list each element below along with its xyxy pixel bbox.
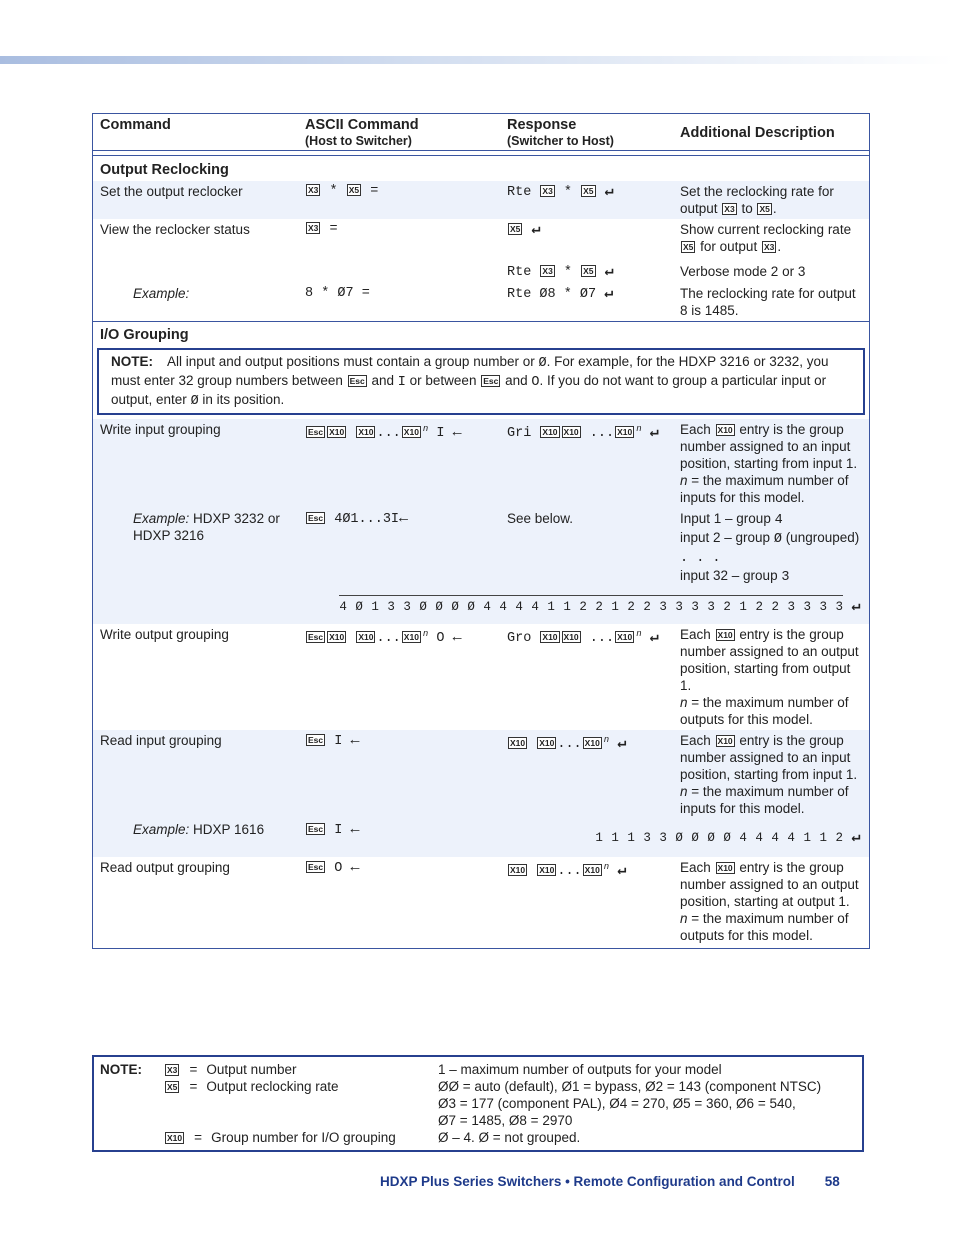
section-title: Output Reclocking <box>100 162 229 178</box>
left-arrow-icon: ← <box>350 859 360 876</box>
page-number: 58 <box>824 1174 840 1189</box>
text: ØØ = auto (default), Ø1 = bypass, Ø2 = 143 (component NTSC) <box>438 1079 822 1094</box>
command-name: Set the output reclocker <box>93 181 299 219</box>
section-output-reclocking <box>93 160 870 181</box>
text: Gro <box>507 631 540 646</box>
x3-key: X3 <box>542 266 553 276</box>
esc-key: Esc <box>308 632 324 642</box>
text: ... <box>376 631 401 646</box>
text: O <box>531 375 540 390</box>
description <box>673 219 870 257</box>
text: . If you do not want to group a particular input or output, enter <box>111 373 827 407</box>
text: 4 Ø 1 3 3 Ø Ø Ø Ø 4 4 4 4 1 1 2 2 1 2 2 3 3 3 3 2 1 2 2 3 3 3 3 <box>339 595 843 614</box>
return-icon: ↵ <box>851 598 861 615</box>
col-ascii-subheader: (Host to Switcher) <box>305 134 412 148</box>
table-row <box>93 181 870 219</box>
text: n <box>422 629 429 639</box>
col-response-header: Response <box>507 117 577 133</box>
text: input 2 – group <box>680 530 774 545</box>
io-note-box <box>97 348 865 415</box>
text: Ø <box>538 356 547 371</box>
text: Output number <box>206 1062 297 1077</box>
x5-key: X5 <box>348 185 360 195</box>
text: entry is the group number assigned to an output position, starting at output 1. <box>680 860 859 909</box>
text: n <box>680 473 688 488</box>
text: O <box>326 861 351 876</box>
text: Ø3 = 177 (component PAL), Ø4 = 270, Ø5 = 360, Ø6 = 540, <box>438 1096 796 1111</box>
top-gradient-bar <box>0 56 954 64</box>
x10-key: X10 <box>717 630 733 640</box>
text: = the maximum number of inputs for this model. <box>680 784 849 816</box>
x5-key: X5 <box>759 204 770 214</box>
text: entry is the group number assigned to an input position, starting from input 1. <box>680 422 858 471</box>
x3-key: X3 <box>724 204 735 214</box>
return-icon: ↵ <box>617 862 627 879</box>
variables-note-box <box>92 1055 864 1152</box>
command-table <box>92 113 870 949</box>
text: . For example, for the HDXP 3216 or 3232, you must enter 32 group numbers between <box>111 354 829 388</box>
text: 4Ø1...3I <box>326 512 400 527</box>
text: Show current reclocking rate <box>680 222 852 237</box>
x10-key: X10 <box>617 632 633 642</box>
col-response-subheader: (Switcher to Host) <box>507 134 614 148</box>
left-arrow-icon: ← <box>452 629 462 646</box>
section-title: I/O Grouping <box>93 322 870 347</box>
command-name: Read output grouping <box>100 860 230 875</box>
x5-key: X5 <box>583 186 594 196</box>
x10-key: X10 <box>358 632 374 642</box>
ascii-command <box>298 624 500 730</box>
text: and <box>501 373 532 388</box>
ascii-command <box>298 857 500 949</box>
text: = <box>194 1130 203 1145</box>
table-row <box>93 588 870 624</box>
x10-key: X10 <box>717 863 733 873</box>
esc-key: Esc <box>308 427 324 437</box>
x10-key: X10 <box>329 632 345 642</box>
return-icon: ↵ <box>531 221 541 238</box>
x10-key: X10 <box>542 427 558 437</box>
command-name: Write input grouping <box>93 419 299 508</box>
col-command-header: Command <box>100 117 171 133</box>
text: = the maximum number of outputs for this model. <box>680 911 849 943</box>
text: Ø <box>190 394 199 409</box>
text: ... <box>557 737 582 752</box>
example-label <box>93 283 299 322</box>
text: All input and output positions must contain a group number or <box>167 354 539 369</box>
text: n <box>603 735 610 745</box>
example-ascii: 8 * Ø7 = <box>305 286 370 301</box>
text: to <box>737 201 757 216</box>
text: n <box>603 862 610 872</box>
table-row <box>93 419 870 508</box>
ascii-command <box>298 219 500 257</box>
text: . <box>777 239 782 254</box>
text: HDXP 1616 <box>189 822 265 837</box>
page-footer <box>380 1174 840 1189</box>
x3-key: X3 <box>763 242 775 252</box>
text: 1 – maximum number of outputs for your model <box>438 1062 722 1077</box>
x10-key: X10 <box>510 865 526 875</box>
response <box>500 181 673 219</box>
text: input 32 – group <box>680 568 782 583</box>
text: = <box>321 222 338 237</box>
verbose-description: Verbose mode 2 or 3 <box>680 264 806 279</box>
text: Each <box>680 627 715 642</box>
x10-key: X10 <box>167 1133 183 1143</box>
return-icon: ↵ <box>604 183 614 200</box>
text: * <box>555 265 581 280</box>
return-icon: ↵ <box>851 829 861 846</box>
text: entry is the group number assigned to an input position, starting from input 1. <box>680 733 858 782</box>
left-arrow-icon: ← <box>452 424 462 441</box>
text: Set the reclocking rate for output <box>680 184 834 216</box>
col-ascii-header: ASCII Command <box>305 117 419 133</box>
text: . . . <box>680 551 721 566</box>
text: n <box>636 424 642 434</box>
text: 4 <box>774 513 783 528</box>
command-name: Write output grouping <box>100 627 229 642</box>
text: I <box>326 734 351 749</box>
left-arrow-icon: ← <box>399 510 409 527</box>
text: I <box>397 375 406 390</box>
text: Input 1 – group <box>680 511 775 526</box>
esc-key: Esc <box>308 862 324 872</box>
x5-key: X5 <box>583 266 594 276</box>
note-row-x10 <box>164 1129 396 1146</box>
example-description: The reclocking rate for output 8 is 1485. <box>680 286 856 318</box>
text: Rte Ø8 * Ø7 <box>507 287 597 302</box>
x10-key: X10 <box>542 632 558 642</box>
note-row-x5 <box>164 1078 338 1095</box>
x10-key: X10 <box>584 738 600 748</box>
footer-title: HDXP Plus Series Switchers • Remote Configuration and Control <box>380 1174 795 1189</box>
text: n <box>680 911 688 926</box>
text: Output reclocking rate <box>206 1079 339 1094</box>
esc-key: Esc <box>483 376 499 386</box>
command-name: View the reclocker status <box>100 222 250 237</box>
text: ... <box>589 631 615 646</box>
table-row <box>93 730 870 819</box>
x10-key: X10 <box>563 427 579 437</box>
x10-key: X10 <box>617 427 633 437</box>
x10-key: X10 <box>539 865 555 875</box>
text: * <box>555 185 581 200</box>
response <box>500 730 673 819</box>
x10-key: X10 <box>563 632 579 642</box>
text: or between <box>405 373 481 388</box>
text: Group number for I/O grouping <box>211 1130 396 1145</box>
text: = the maximum number of outputs for this model. <box>680 695 849 727</box>
response <box>500 219 673 257</box>
x10-key: X10 <box>358 427 374 437</box>
table-row <box>93 257 870 283</box>
description <box>673 181 870 219</box>
text: = <box>362 184 379 199</box>
table-row <box>93 857 870 949</box>
example-label <box>93 819 299 857</box>
x10-key: X10 <box>403 632 419 642</box>
text: HDXP 3232 or HDXP 3216 <box>133 511 280 543</box>
x10-key: X10 <box>717 736 733 746</box>
text: Each <box>680 422 715 437</box>
text: Each <box>680 733 715 748</box>
verbose-response <box>500 257 673 283</box>
esc-key: Esc <box>308 513 324 523</box>
x3-key: X3 <box>167 1065 178 1075</box>
text: Ø – 4. Ø = not grouped. <box>438 1130 581 1145</box>
note-label: NOTE: <box>111 354 153 369</box>
text: 3 <box>781 570 790 585</box>
x5-key: X5 <box>167 1082 178 1092</box>
group-digits-16 <box>500 819 870 857</box>
x3-key: X3 <box>308 185 319 195</box>
text: Example: <box>133 286 190 301</box>
x10-key: X10 <box>510 738 526 748</box>
text: ... <box>589 426 615 441</box>
left-arrow-icon: ← <box>350 821 360 838</box>
x10-key: X10 <box>717 425 733 435</box>
return-icon: ↵ <box>604 263 614 280</box>
ascii-command <box>298 730 500 819</box>
example-ascii <box>298 819 500 857</box>
text: ... <box>376 426 401 441</box>
text: n <box>680 784 688 799</box>
return-icon: ↵ <box>649 629 659 646</box>
text: ... <box>557 864 582 879</box>
text: * <box>321 184 346 199</box>
table-row <box>93 283 870 322</box>
note-row-x3 <box>164 1061 296 1078</box>
return-icon: ↵ <box>604 285 614 302</box>
esc-key: Esc <box>349 376 365 386</box>
text: in its position. <box>198 392 285 407</box>
group-digits-32 <box>93 588 870 624</box>
text: = the maximum number of inputs for this model. <box>680 473 849 505</box>
text: Example: <box>133 822 190 837</box>
text: Each <box>680 860 715 875</box>
description <box>673 419 870 508</box>
text: 1 1 1 3 3 Ø Ø Ø Ø 4 4 4 4 1 1 2 <box>595 831 844 845</box>
x10-key: X10 <box>403 427 419 437</box>
table-row <box>93 219 870 257</box>
return-icon: ↵ <box>649 424 659 441</box>
x10-key: X10 <box>539 738 555 748</box>
text: n <box>680 695 688 710</box>
example-response <box>500 283 673 322</box>
x3-key: X3 <box>308 223 319 233</box>
text: Gri <box>507 426 540 441</box>
x10-key: X10 <box>329 427 345 437</box>
left-arrow-icon: ← <box>350 732 360 749</box>
table-row <box>93 624 870 730</box>
text: (ungrouped) <box>781 530 860 545</box>
esc-key: Esc <box>308 735 324 745</box>
response <box>500 857 673 949</box>
text: . <box>772 201 777 216</box>
text: I <box>428 426 453 441</box>
text: I <box>326 823 351 838</box>
section-io-grouping <box>93 322 870 347</box>
ascii-command <box>298 181 500 219</box>
text: entry is the group number assigned to an output position, starting from output 1. <box>680 627 859 693</box>
text: Ø <box>773 532 782 547</box>
example-ascii <box>298 508 500 588</box>
note-row <box>93 346 870 419</box>
table-row <box>93 508 870 588</box>
x3-key: X3 <box>542 186 553 196</box>
note-values <box>438 1061 848 1146</box>
description <box>673 730 870 819</box>
text: Rte <box>507 185 540 200</box>
esc-key: Esc <box>308 824 324 834</box>
x5-key: X5 <box>510 224 521 234</box>
text: Example: <box>133 511 190 526</box>
return-icon: ↵ <box>617 735 627 752</box>
example-response: See below. <box>500 508 673 588</box>
text: for output <box>696 239 761 254</box>
response <box>500 624 673 730</box>
text: and <box>367 373 398 388</box>
text: O <box>428 631 453 646</box>
text: = <box>189 1079 198 1094</box>
example-label <box>93 508 299 588</box>
x10-key: X10 <box>584 865 600 875</box>
description <box>673 857 870 949</box>
ascii-command <box>298 419 500 508</box>
note-label: NOTE: <box>100 1062 142 1077</box>
text: Ø7 = 1485, Ø8 = 2970 <box>438 1113 573 1128</box>
x5-key: X5 <box>683 242 694 252</box>
text: = <box>189 1062 198 1077</box>
text: Rte <box>507 265 540 280</box>
response <box>500 419 673 508</box>
command-name: Read input grouping <box>93 730 299 819</box>
example-description <box>673 508 870 588</box>
col-description-header: Additional Description <box>680 125 835 141</box>
text: n <box>636 629 642 639</box>
table-header-row <box>93 114 870 151</box>
table-row <box>93 819 870 857</box>
description <box>673 624 870 730</box>
text: n <box>422 424 429 434</box>
